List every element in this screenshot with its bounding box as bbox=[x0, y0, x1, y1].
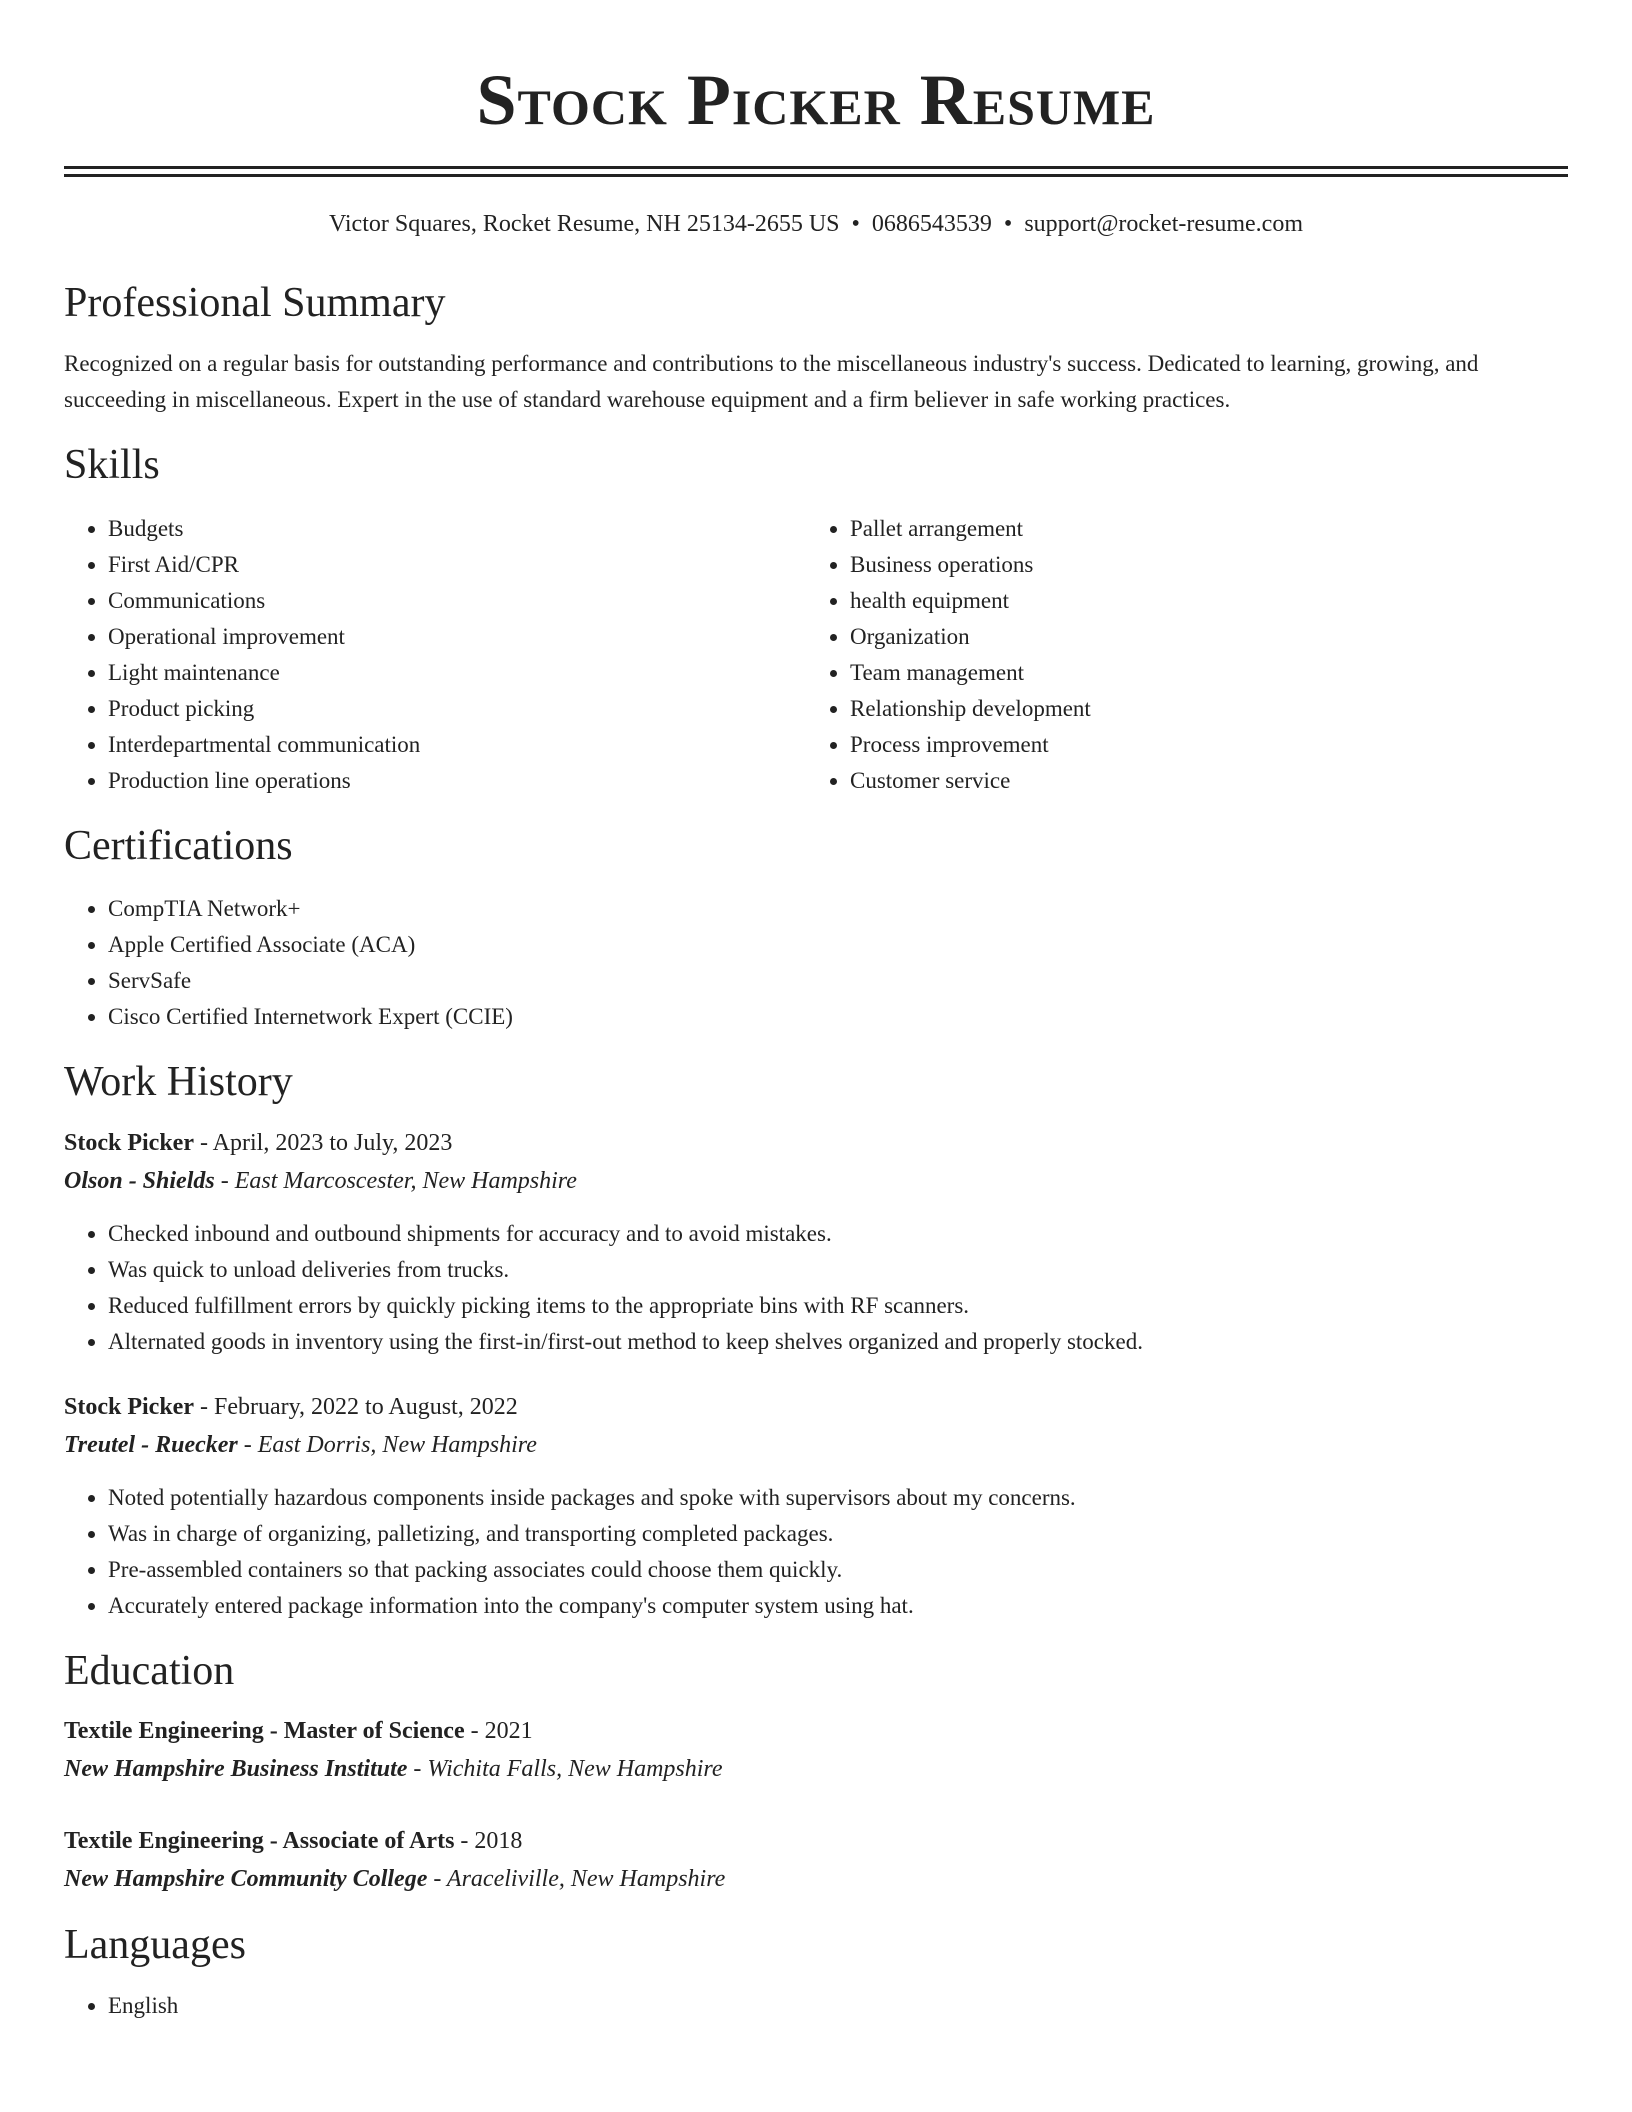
job-duty: • Accurately entered package information into the company's computer system using hat. bbox=[108, 1588, 1568, 1624]
summary-text: Recognized on a regular basis for outstanding performance and contributions to the miscellaneous industry's success. Dedicated to learning, growing, and succeeding in miscellaneous. Expert in the use of standard warehouse equipment and a firm believer in safe working practices. bbox=[64, 351, 1479, 413]
title-double-rule bbox=[64, 166, 1568, 177]
skill-item: • Relationship development bbox=[850, 691, 1548, 727]
job-title: Stock Picker bbox=[64, 1129, 194, 1156]
graduation-year: - 2018 bbox=[454, 1827, 523, 1854]
job-location: - East Marcoscester, New Hampshire bbox=[214, 1167, 577, 1194]
job-entry bbox=[64, 1388, 1568, 1624]
school-name: New Hampshire Business Institute bbox=[64, 1755, 408, 1782]
graduation-year: - 2021 bbox=[464, 1717, 533, 1744]
job-dates: - April, 2023 to July, 2023 bbox=[193, 1129, 453, 1156]
skill-item: • Process improvement bbox=[850, 727, 1548, 763]
job-title-line bbox=[64, 1124, 1568, 1162]
job-employer-line bbox=[64, 1426, 1568, 1464]
job-duty: • Was in charge of organizing, palletizing, and transporting completed packages. bbox=[108, 1516, 1568, 1552]
contact-separator: • bbox=[1003, 211, 1013, 237]
education-heading: Education bbox=[64, 1647, 235, 1694]
certifications-list bbox=[64, 891, 1568, 1035]
degree: Textile Engineering - Master of Science bbox=[64, 1717, 465, 1744]
job-employer-line bbox=[64, 1162, 1568, 1200]
job-duties-list bbox=[64, 1216, 1568, 1360]
job-employer: Olson - Shields bbox=[64, 1167, 215, 1194]
certification-item: • Apple Certified Associate (ACA) bbox=[108, 927, 1568, 963]
skill-item: • Interdepartmental communication bbox=[108, 727, 806, 763]
job-duties-list bbox=[64, 1480, 1568, 1624]
certification-item: • Cisco Certified Internetwork Expert (CCIE) bbox=[108, 999, 1568, 1035]
certification-item: • ServSafe bbox=[108, 963, 1568, 999]
resume-title: Stock Picker Resume bbox=[476, 60, 1156, 140]
contact-phone: 0686543539 bbox=[871, 211, 992, 237]
contact-separator: • bbox=[851, 211, 860, 237]
contact-line bbox=[64, 211, 1568, 238]
job-employer: Treutel - Ruecker bbox=[64, 1431, 238, 1458]
school-line bbox=[64, 1860, 1568, 1898]
school-location: - Wichita Falls, New Hampshire bbox=[407, 1755, 723, 1782]
job-duty: • Was quick to unload deliveries from trucks. bbox=[108, 1252, 1568, 1288]
job-duty: • Checked inbound and outbound shipments for accuracy and to avoid mistakes. bbox=[108, 1216, 1568, 1252]
skills-column-left bbox=[64, 511, 806, 799]
skill-item: • Production line operations bbox=[108, 763, 806, 799]
certification-item: • CompTIA Network+ bbox=[108, 891, 1568, 927]
work-history-heading: Work History bbox=[64, 1059, 293, 1106]
skill-item: • Budgets bbox=[108, 511, 806, 547]
skills-column-right bbox=[806, 511, 1548, 799]
degree-line bbox=[64, 1712, 1568, 1750]
school-line bbox=[64, 1750, 1568, 1788]
contact-address: Victor Squares, Rocket Resume, NH 25134-2655 US bbox=[329, 211, 840, 237]
job-title: Stock Picker bbox=[64, 1393, 194, 1420]
skill-item: • Pallet arrangement bbox=[850, 511, 1548, 547]
job-duty: • Noted potentially hazardous components inside packages and spoke with supervisors about my concerns. bbox=[108, 1480, 1568, 1516]
job-entry bbox=[64, 1124, 1568, 1360]
skills-list bbox=[64, 511, 1568, 799]
job-dates: - February, 2022 to August, 2022 bbox=[193, 1393, 518, 1420]
summary-heading: Professional Summary bbox=[64, 280, 446, 326]
skill-item: • Product picking bbox=[108, 691, 806, 727]
certifications-heading: Certifications bbox=[64, 822, 293, 869]
job-duty: • Pre-assembled containers so that packing associates could choose them quickly. bbox=[108, 1552, 1568, 1588]
skill-item: • Operational improvement bbox=[108, 619, 806, 655]
education-entry bbox=[64, 1712, 1568, 1788]
job-duty: • Reduced fulfillment errors by quickly picking items to the appropriate bins with RF scanners. bbox=[108, 1288, 1568, 1324]
contact-email[interactable]: support@rocket-resume.com bbox=[1024, 211, 1303, 237]
degree-line bbox=[64, 1822, 1568, 1860]
job-location: - East Dorris, New Hampshire bbox=[237, 1431, 537, 1458]
skill-item: • health equipment bbox=[850, 583, 1548, 619]
degree: Textile Engineering - Associate of Arts bbox=[64, 1827, 455, 1854]
skill-item: • Customer service bbox=[850, 763, 1548, 799]
skill-item: • Organization bbox=[850, 619, 1548, 655]
job-duty: • Alternated goods in inventory using the first-in/first-out method to keep shelves organized and properly stocked. bbox=[108, 1324, 1568, 1360]
languages-list bbox=[64, 1988, 1568, 2024]
school-location: - Araceliville, New Hampshire bbox=[427, 1865, 726, 1892]
skill-item: • Communications bbox=[108, 583, 806, 619]
languages-heading: Languages bbox=[64, 1921, 246, 1968]
job-title-line bbox=[64, 1388, 1568, 1426]
education-entry bbox=[64, 1822, 1568, 1898]
skills-heading: Skills bbox=[64, 442, 160, 489]
school-name: New Hampshire Community College bbox=[64, 1865, 428, 1892]
skill-item: • First Aid/CPR bbox=[108, 547, 806, 583]
skill-item: • Business operations bbox=[850, 547, 1548, 583]
skill-item: • Light maintenance bbox=[108, 655, 806, 691]
skill-item: • Team management bbox=[850, 655, 1548, 691]
language-item: • English bbox=[108, 1988, 1568, 2024]
